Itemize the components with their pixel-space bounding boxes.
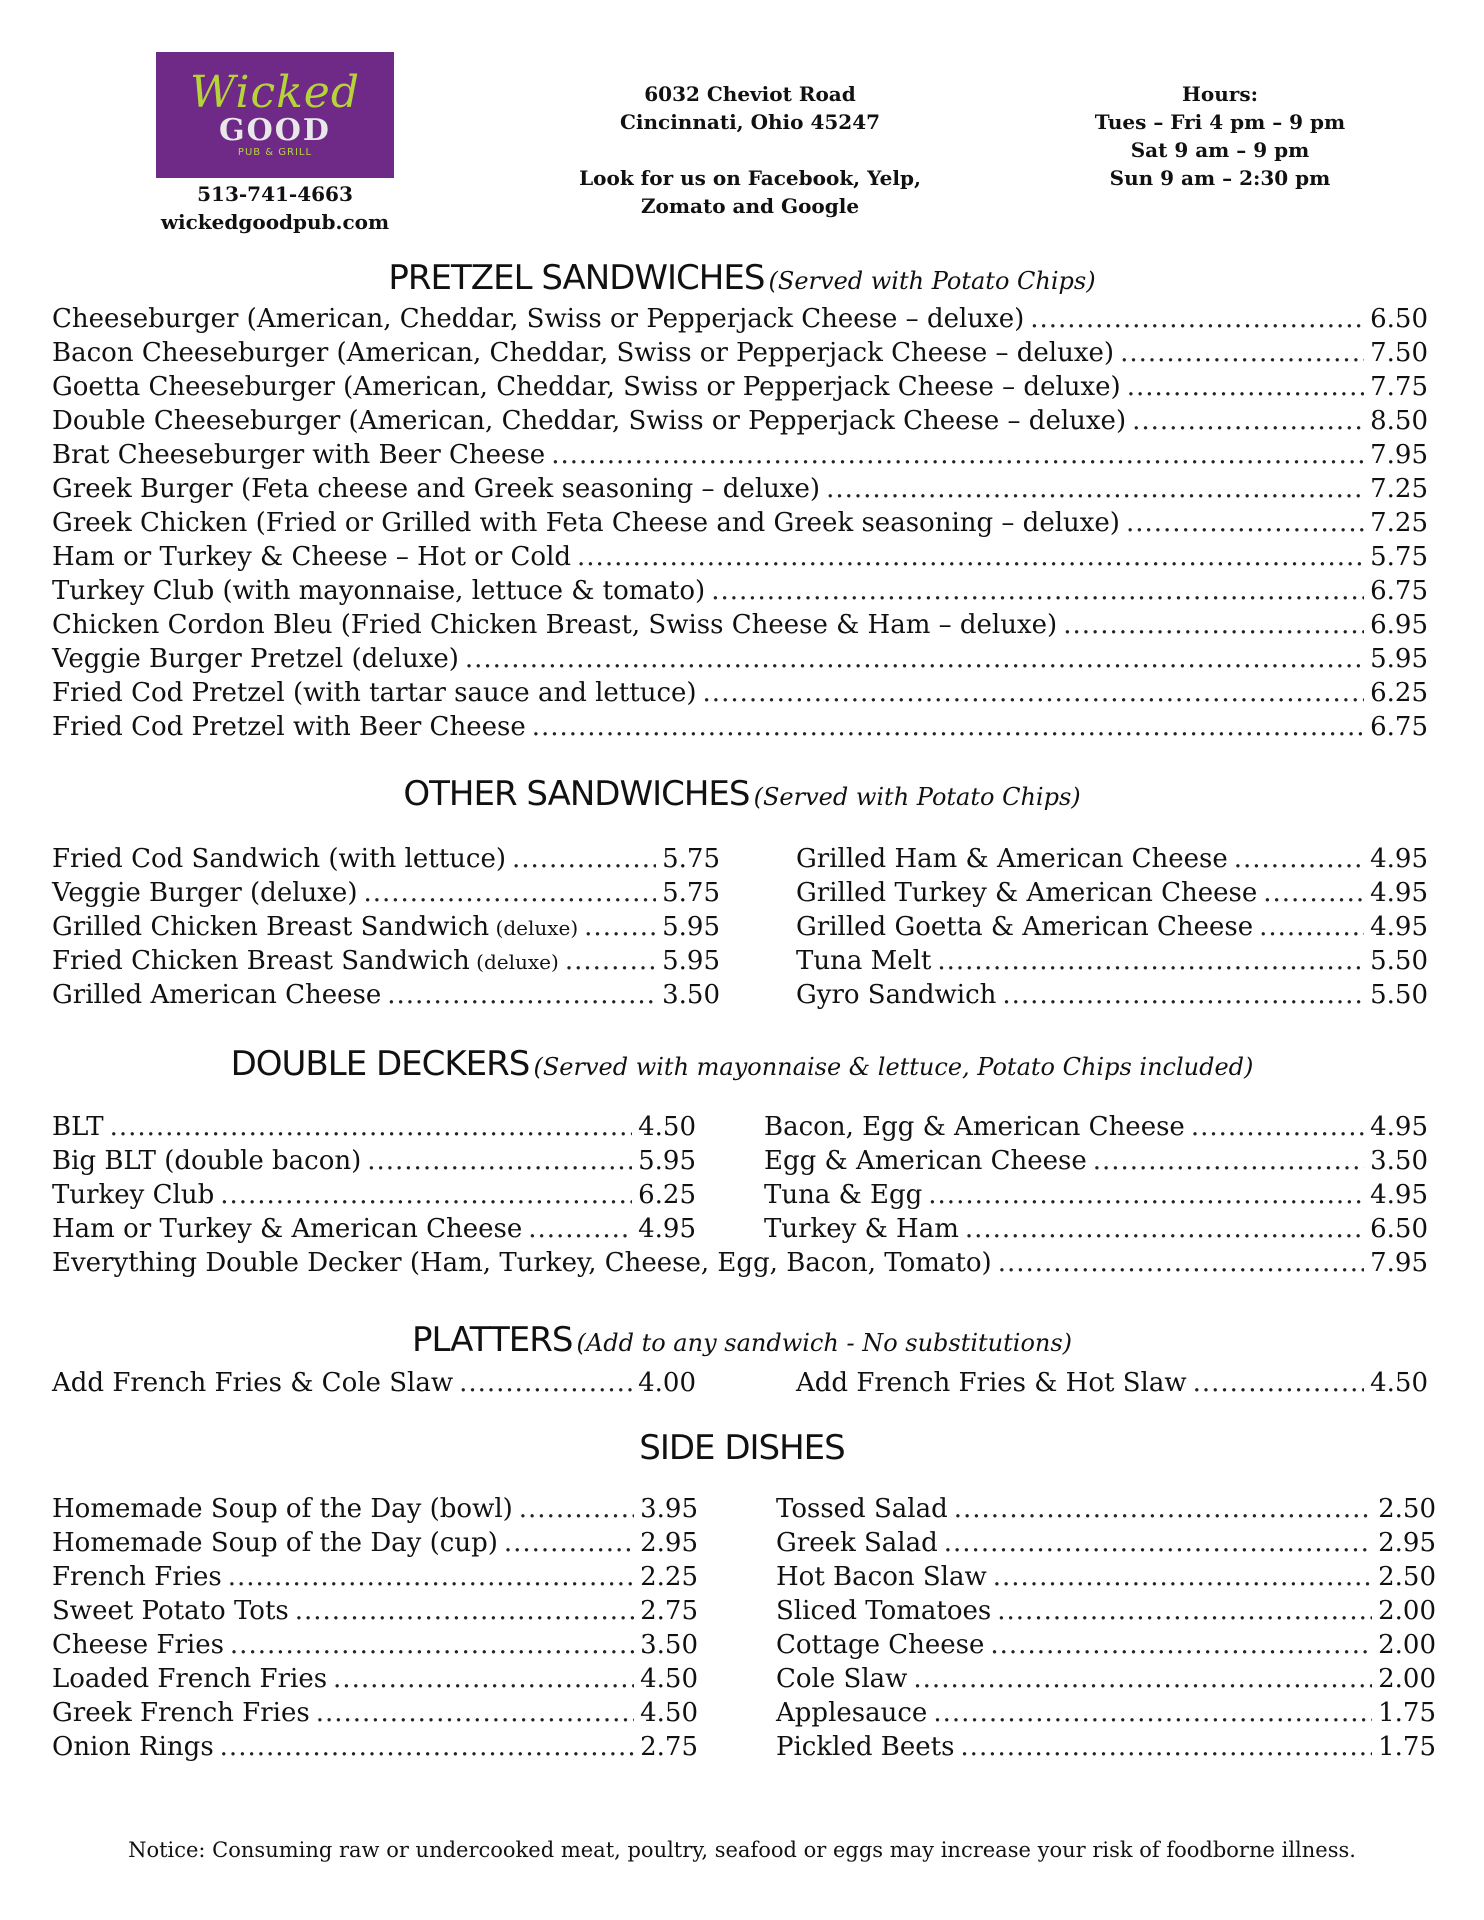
- dot-leader: [565, 944, 656, 978]
- menu-item-price: 2.75: [640, 1732, 698, 1762]
- menu-item-name: Homemade Soup of the Day (bowl): [52, 1494, 513, 1524]
- wicked-good-logo: [156, 52, 394, 178]
- dot-leader: [965, 1212, 1364, 1246]
- menu-item-name: Ham or Turkey & American Cheese: [52, 1214, 523, 1244]
- menu-item-name: Turkey Club: [52, 1180, 215, 1210]
- dot-leader: [363, 876, 656, 910]
- platters-note: (Add to any sandwich - No substitutions): [576, 1329, 1073, 1357]
- dot-leader: [459, 1366, 632, 1400]
- menu-item-name: Cottage Cheese: [776, 1630, 985, 1660]
- menu-item: [776, 1662, 1436, 1696]
- menu-item-name: Chicken Cordon Bleu (Fried Chicken Breast, Swiss Cheese & Ham – deluxe): [52, 610, 1058, 640]
- menu-item: [52, 1730, 698, 1764]
- dot-leader: [387, 978, 656, 1012]
- dot-leader: [333, 1662, 634, 1696]
- dot-leader: [528, 1212, 632, 1246]
- menu-item-price: 3.95: [640, 1494, 698, 1524]
- menu-item: [52, 438, 1428, 472]
- menu-item-price: 5.95: [638, 1146, 696, 1176]
- menu-item-price: 2.95: [640, 1528, 698, 1558]
- menu-item: [796, 842, 1428, 876]
- menu-item-price: 3.50: [1370, 1146, 1428, 1176]
- menu-item-price: 2.50: [1378, 1494, 1436, 1524]
- platters-section-title: [0, 1320, 1484, 1360]
- double-title: DOUBLE DECKERS: [230, 1044, 530, 1084]
- menu-item: [52, 710, 1428, 744]
- menu-item-name: Applesauce: [776, 1698, 928, 1728]
- dot-leader: [512, 842, 656, 876]
- sides-section-title: [0, 1428, 1484, 1468]
- menu-item-name: Ham or Turkey & Cheese – Hot or Cold: [52, 542, 572, 572]
- menu-item: [52, 1212, 696, 1246]
- menu-item-name: Brat Cheeseburger with Beer Cheese: [52, 440, 546, 470]
- menu-item-price: 2.50: [1378, 1562, 1436, 1592]
- menu-item-name: Loaded French Fries: [52, 1664, 328, 1694]
- menu-item: [52, 676, 1428, 710]
- menu-item-note: (deluxe): [489, 916, 579, 940]
- menu-item-price: 2.95: [1378, 1528, 1436, 1558]
- menu-item: [52, 876, 720, 910]
- menu-item-price: 7.95: [1370, 1248, 1428, 1278]
- menu-item-price: 7.50: [1370, 338, 1428, 368]
- menu-item-price: 7.25: [1370, 508, 1428, 538]
- menu-item-name: Goetta Cheeseburger (American, Cheddar, Swiss or Pepperjack Cheese – deluxe): [52, 372, 1121, 402]
- dot-leader: [1127, 370, 1364, 404]
- dot-leader: [998, 1246, 1364, 1280]
- menu-item-price: 7.95: [1370, 440, 1428, 470]
- contact-block: [120, 180, 430, 236]
- menu-item-price: 2.25: [640, 1562, 698, 1592]
- dot-leader: [711, 574, 1364, 608]
- menu-item-name: Grilled American Cheese: [52, 980, 382, 1010]
- menu-item-price: 5.95: [662, 946, 720, 976]
- other-section-title: [0, 774, 1484, 814]
- menu-item: [796, 910, 1428, 944]
- dot-leader: [1126, 506, 1364, 540]
- pretzel-section-title: [0, 258, 1484, 298]
- dot-leader: [577, 540, 1364, 574]
- menu-item: [52, 1594, 698, 1628]
- pretzel-note: (Served with Potato Chips): [768, 267, 1096, 295]
- hours-line-2: Sat 9 am – 9 pm: [1130, 138, 1310, 162]
- menu-item-price: 6.50: [1370, 1214, 1428, 1244]
- menu-item-price: 5.75: [662, 844, 720, 874]
- dot-leader: [1263, 876, 1364, 910]
- menu-item-name: French Fries: [52, 1562, 222, 1592]
- menu-item: [52, 944, 720, 979]
- menu-item-name: Homemade Soup of the Day (cup): [52, 1528, 498, 1558]
- hours-block: [1040, 80, 1400, 192]
- dot-leader: [1120, 336, 1364, 370]
- menu-item-name: Tuna & Egg: [764, 1180, 923, 1210]
- menu-item-price: 4.95: [1370, 844, 1428, 874]
- phone-number: 513-741-4663: [197, 182, 353, 206]
- menu-item-price: 2.00: [1378, 1664, 1436, 1694]
- other-note: (Served with Potato Chips): [753, 783, 1081, 811]
- menu-item: [52, 1144, 696, 1178]
- menu-item-name: Sliced Tomatoes: [776, 1596, 992, 1626]
- dot-leader: [519, 1492, 634, 1526]
- menu-item-note: (deluxe): [469, 950, 559, 974]
- menu-item-name: BLT: [52, 1112, 104, 1142]
- menu-item-name: Greek Chicken (Fried or Grilled with Feta Cheese and Greek seasoning – deluxe): [52, 508, 1120, 538]
- menu-item: [52, 370, 1428, 404]
- menu-item-name: Turkey Club (with mayonnaise, lettuce & tomato): [52, 576, 706, 606]
- dot-leader: [993, 1560, 1372, 1594]
- menu-item: [776, 1730, 1436, 1764]
- menu-item: [52, 1628, 698, 1662]
- menu-item: [52, 1696, 698, 1730]
- dot-leader: [1063, 608, 1364, 642]
- menu-item-price: 5.75: [662, 878, 720, 908]
- menu-item: [52, 1110, 696, 1144]
- menu-item: [52, 1246, 1428, 1280]
- hours-line-1: Tues – Fri 4 pm – 9 pm: [1094, 110, 1346, 134]
- menu-item-price: 2.75: [640, 1596, 698, 1626]
- address-line-1: 6032 Cheviot Road: [644, 82, 856, 106]
- logo-good-text: GOOD: [219, 113, 331, 148]
- menu-item-name: Double Cheeseburger (American, Cheddar, Swiss or Pepperjack Cheese – deluxe): [52, 406, 1127, 436]
- menu-item-name: Bacon, Egg & American Cheese: [764, 1112, 1185, 1142]
- menu-item-name: Greek Burger (Feta cheese and Greek seasoning – deluxe): [52, 474, 821, 504]
- menu-item-name: Grilled Turkey & American Cheese: [796, 878, 1258, 908]
- hours-title: Hours:: [1182, 82, 1258, 106]
- menu-item: [52, 540, 1428, 574]
- dot-leader: [532, 710, 1364, 744]
- dot-leader: [230, 1628, 634, 1662]
- social-line-2: Zomato and Google: [640, 194, 860, 218]
- dot-leader: [960, 1730, 1372, 1764]
- menu-item: [796, 1366, 1428, 1400]
- dot-leader: [1030, 302, 1364, 336]
- address-block: [530, 80, 970, 220]
- menu-item-name: Fried Cod Sandwich (with lettuce): [52, 844, 506, 874]
- menu-item-name: Add French Fries & Hot Slaw: [796, 1368, 1187, 1398]
- menu-item: [764, 1110, 1428, 1144]
- logo-script-text: Wicked: [189, 67, 361, 118]
- menu-item: [776, 1492, 1436, 1526]
- menu-item-price: 4.95: [1370, 1112, 1428, 1142]
- dot-leader: [220, 1730, 634, 1764]
- dot-leader: [504, 1526, 634, 1560]
- address-line-2: Cincinnati, Ohio 45247: [619, 110, 881, 134]
- website: wickedgoodpub.com: [160, 210, 390, 234]
- menu-item: [52, 574, 1428, 608]
- menu-item-price: 2.00: [1378, 1630, 1436, 1660]
- menu-item: [52, 1178, 696, 1212]
- menu-item-name: Tossed Salad: [776, 1494, 948, 1524]
- menu-item-name: Cole Slaw: [776, 1664, 908, 1694]
- menu-item-price: 4.00: [638, 1368, 696, 1398]
- dot-leader: [703, 676, 1365, 710]
- menu-item: [776, 1696, 1436, 1730]
- menu-item: [52, 1492, 698, 1526]
- menu-item-price: 7.75: [1370, 372, 1428, 402]
- menu-item: [776, 1526, 1436, 1560]
- dot-leader: [933, 1696, 1372, 1730]
- hours-line-3: Sun 9 am – 2:30 pm: [1109, 166, 1331, 190]
- menu-item-name: Grilled Chicken Breast Sandwich: [52, 912, 490, 942]
- menu-item: [52, 506, 1428, 540]
- menu-item-name: Cheese Fries: [52, 1630, 224, 1660]
- dot-leader: [465, 642, 1364, 676]
- dot-leader: [228, 1560, 634, 1594]
- menu-item: [52, 842, 720, 876]
- menu-item-price: 5.75: [1370, 542, 1428, 572]
- menu-item-price: 3.50: [640, 1630, 698, 1660]
- menu-item-price: 2.00: [1378, 1596, 1436, 1626]
- menu-item-name: Veggie Burger (deluxe): [52, 878, 358, 908]
- menu-item-name: Turkey & Ham: [764, 1214, 959, 1244]
- menu-item-name: Pickled Beets: [776, 1732, 955, 1762]
- menu-item-price: 5.95: [662, 912, 720, 942]
- dot-leader: [913, 1662, 1372, 1696]
- menu-item-price: 8.50: [1370, 406, 1428, 436]
- menu-item-price: 4.95: [1370, 1180, 1428, 1210]
- menu-item-price: 6.50: [1370, 304, 1428, 334]
- menu-item-name: Big BLT (double bacon): [52, 1146, 362, 1176]
- menu-item-price: 5.50: [1370, 980, 1428, 1010]
- menu-item: [776, 1560, 1436, 1594]
- menu-item: [52, 404, 1428, 438]
- dot-leader: [367, 1144, 632, 1178]
- menu-item-price: 6.75: [1370, 576, 1428, 606]
- menu-item: [776, 1628, 1436, 1662]
- menu-item-price: 6.75: [1370, 712, 1428, 742]
- logo-sub-text: PUB & GRILL: [237, 147, 313, 158]
- dot-leader: [826, 472, 1364, 506]
- dot-leader: [1191, 1110, 1364, 1144]
- dot-leader: [937, 944, 1364, 978]
- menu-item-name: Hot Bacon Slaw: [776, 1562, 987, 1592]
- menu-item-price: 4.95: [1370, 912, 1428, 942]
- menu-item-name: Egg & American Cheese: [764, 1146, 1087, 1176]
- menu-item-price: 4.50: [638, 1112, 696, 1142]
- menu-item-name: Greek Salad: [776, 1528, 938, 1558]
- menu-item-name: Bacon Cheeseburger (American, Cheddar, Swiss or Pepperjack Cheese – deluxe): [52, 338, 1115, 368]
- menu-item: [796, 978, 1428, 1012]
- dot-leader: [1132, 404, 1364, 438]
- menu-item-name: Gyro Sandwich: [796, 980, 997, 1010]
- menu-item: [52, 910, 720, 945]
- pretzel-title: PRETZEL SANDWICHES: [388, 258, 765, 298]
- menu-item-name: Tuna Melt: [796, 946, 932, 976]
- menu-item: [796, 944, 1428, 978]
- menu-item: [52, 642, 1428, 676]
- menu-item-name: Cheeseburger (American, Cheddar, Swiss or Pepperjack Cheese – deluxe): [52, 304, 1025, 334]
- menu-item-name: Sweet Potato Tots: [52, 1596, 289, 1626]
- sides-title: SIDE DISHES: [639, 1428, 845, 1468]
- menu-item-price: 5.50: [1370, 946, 1428, 976]
- menu-item-price: 7.25: [1370, 474, 1428, 504]
- menu-item-name: Fried Cod Pretzel (with tartar sauce and lettuce): [52, 678, 697, 708]
- menu-item: [52, 472, 1428, 506]
- menu-item: [52, 1526, 698, 1560]
- dot-leader: [1234, 842, 1364, 876]
- dot-leader: [295, 1594, 634, 1628]
- menu-item-price: 1.75: [1378, 1732, 1436, 1762]
- other-title: OTHER SANDWICHES: [403, 774, 750, 814]
- menu-item: [764, 1178, 1428, 1212]
- menu-item-price: 3.50: [662, 980, 720, 1010]
- menu-item-name: Greek French Fries: [52, 1698, 310, 1728]
- menu-item: [52, 978, 720, 1012]
- menu-item-name: Everything Double Decker (Ham, Turkey, Cheese, Egg, Bacon, Tomato): [52, 1248, 992, 1278]
- menu-item-price: 5.95: [1370, 644, 1428, 674]
- menu-header: [0, 0, 1484, 260]
- dot-leader: [1093, 1144, 1364, 1178]
- menu-item: [52, 1366, 696, 1400]
- dot-leader: [1193, 1366, 1365, 1400]
- dot-leader: [220, 1178, 632, 1212]
- dot-leader: [316, 1696, 634, 1730]
- menu-item: [776, 1594, 1436, 1628]
- menu-item-price: 1.75: [1378, 1698, 1436, 1728]
- menu-item-price: 4.95: [1370, 878, 1428, 908]
- dot-leader: [551, 438, 1364, 472]
- menu-item-name: Grilled Ham & American Cheese: [796, 844, 1228, 874]
- dot-leader: [110, 1110, 633, 1144]
- dot-leader: [944, 1526, 1372, 1560]
- menu-item: [796, 876, 1428, 910]
- dot-leader: [997, 1594, 1372, 1628]
- menu-item: [764, 1144, 1428, 1178]
- double-section-title: [0, 1044, 1484, 1084]
- platters-title: PLATTERS: [411, 1320, 573, 1360]
- dot-leader: [584, 910, 656, 944]
- food-safety-notice: Notice: Consuming raw or undercooked meat, poultry, seafood or eggs may increase your risk of foodborne illness.: [128, 1838, 1356, 1862]
- dot-leader: [954, 1492, 1372, 1526]
- menu-item-name: Add French Fries & Cole Slaw: [52, 1368, 454, 1398]
- menu-item: [52, 302, 1428, 336]
- menu-item: [52, 608, 1428, 642]
- menu-item-price: 4.50: [1370, 1368, 1428, 1398]
- menu-item-name: Fried Cod Pretzel with Beer Cheese: [52, 712, 526, 742]
- menu-item: [52, 336, 1428, 370]
- menu-item-name: Grilled Goetta & American Cheese: [796, 912, 1254, 942]
- double-note: (Served with mayonnaise & lettuce, Potato Chips included): [533, 1053, 1254, 1081]
- menu-item-price: 6.25: [1370, 678, 1428, 708]
- social-line-1: Look for us on Facebook, Yelp,: [579, 166, 921, 190]
- menu-item-name: Onion Rings: [52, 1732, 214, 1762]
- menu-item: [52, 1560, 698, 1594]
- menu-item-price: 4.50: [640, 1698, 698, 1728]
- menu-item-price: 6.95: [1370, 610, 1428, 640]
- menu-item-name: Fried Chicken Breast Sandwich: [52, 946, 470, 976]
- dot-leader: [1259, 910, 1364, 944]
- dot-leader: [990, 1628, 1372, 1662]
- dot-leader: [928, 1178, 1364, 1212]
- menu-item: [52, 1662, 698, 1696]
- address-spacer: [530, 136, 970, 164]
- menu-item-price: 6.25: [638, 1180, 696, 1210]
- menu-item: [764, 1212, 1428, 1246]
- menu-item-price: 4.95: [638, 1214, 696, 1244]
- menu-item-price: 4.50: [640, 1664, 698, 1694]
- dot-leader: [1002, 978, 1364, 1012]
- menu-item-name: Veggie Burger Pretzel (deluxe): [52, 644, 459, 674]
